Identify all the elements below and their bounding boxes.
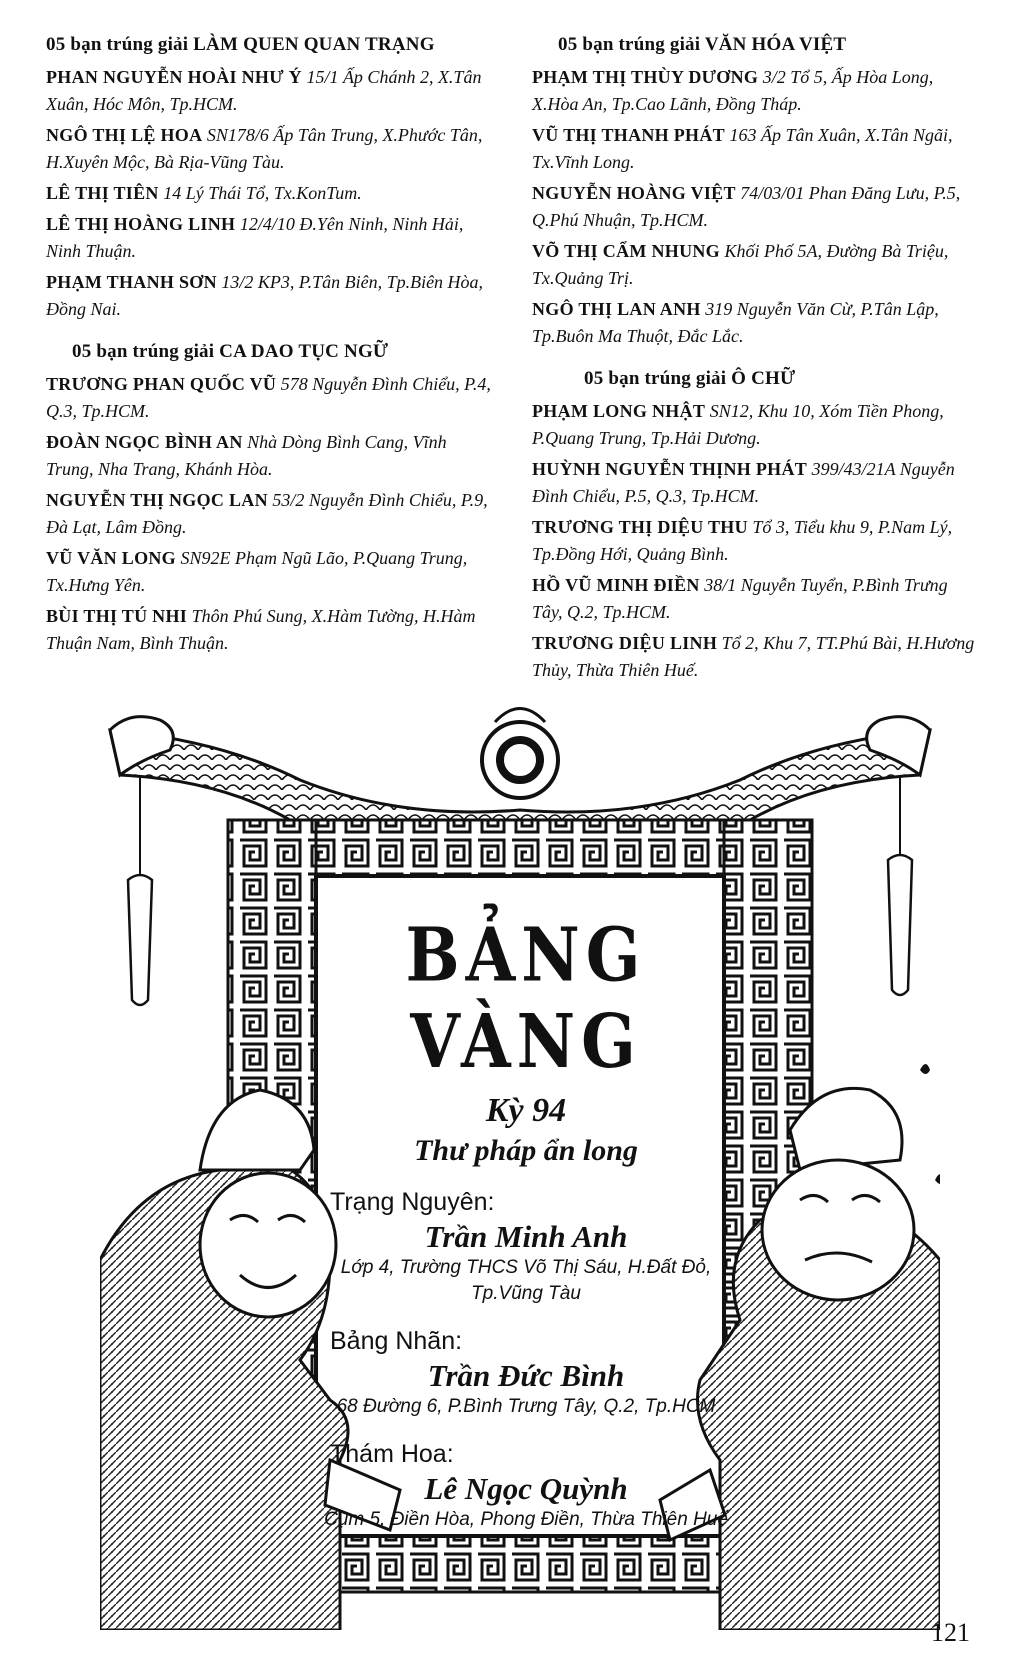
winner-entry [46,429,496,483]
winner-entry [532,64,982,118]
winner-address: SN92E Phạm Ngũ Lão, P.Quang Trung, Tx.Hưng Yên. [46,548,468,595]
winner-address: 3/2 Tổ 5, Ấp Hòa Long, X.Hòa An, Tp.Cao Lãnh, Đồng Tháp. [532,67,934,114]
section-lam-quen-quan-trang [46,34,496,323]
winner-name: VŨ THỊ THANH PHÁT [532,125,725,145]
rank-winner-name: Trần Đức Bình [427,1358,625,1393]
winner-address: 12/4/10 Đ.Yên Ninh, Ninh Hải, Ninh Thuận. [46,214,464,261]
winner-entry [532,514,982,568]
winner-name: PHẠM THỊ THÙY DƯƠNG [532,67,759,87]
winner-name: LÊ THỊ TIÊN [46,183,159,203]
winner-name: VÕ THỊ CẨM NHUNG [532,241,720,261]
section-title: 05 bạn trúng giải Ô CHỮ [584,368,796,389]
winner-address: 74/03/01 Phan Đăng Lưu, P.5, Q.Phú Nhuận, Tp.HCM. [532,183,961,230]
winner-entry [532,180,982,234]
bang-vang-illustration [100,700,940,1630]
winner-name: ĐOÀN NGỌC BÌNH AN [46,432,243,452]
winner-entry [46,269,496,323]
winner-address: 53/2 Nguyễn Đình Chiểu, P.9, Đà Lạt, Lâm Đồng. [46,490,488,537]
rank-label-bang-nhan: Bảng Nhãn: [330,1327,463,1355]
section-van-hoa-viet [532,34,982,350]
winner-name: NGUYỄN THỊ NGỌC LAN [46,490,268,510]
winner-address: SN12, Khu 10, Xóm Tiền Phong, P.Quang Trung, Tp.Hải Dương. [532,401,944,448]
winner-address: 578 Nguyễn Đình Chiểu, P.4, Q.3, Tp.HCM. [46,374,491,421]
winner-entry [532,122,982,176]
rank-winner-address: Lớp 4, Trường THCS Võ Thị Sáu, H.Đất Đỏ, Tp.Vũng Tàu [340,1257,712,1304]
rank-winner-address: Cụm 5, Điền Hòa, Phong Điền, Thừa Thiên Huế [324,1509,728,1530]
winner-entry [46,603,496,657]
section-title: 05 bạn trúng giải CA DAO TỤC NGỮ [72,341,389,362]
section-title: 05 bạn trúng giải LÀM QUEN QUAN TRẠNG [46,34,435,55]
winner-name: VŨ VĂN LONG [46,548,176,568]
issue-number: Kỳ 94 [485,1092,567,1129]
winner-address: Tổ 2, Khu 7, TT.Phú Bài, H.Hương Thủy, Thừa Thiên Huế. [532,633,975,680]
winner-entry [46,122,496,176]
winner-entry [532,296,982,350]
winner-name: TRƯƠNG PHAN QUỐC VŨ [46,374,277,394]
board-title: BẢNG VÀNG [405,912,647,1086]
rank-winner-name: Lê Ngọc Quỳnh [424,1471,628,1506]
winner-address: 38/1 Nguyễn Tuyển, P.Bình Trưng Tây, Q.2, Tp.HCM. [532,575,948,622]
right-column [532,34,982,702]
winner-entry [46,545,496,599]
bang-vang-board [316,884,736,1534]
winner-entry [532,630,982,684]
winner-name: TRƯƠNG THỊ DIỆU THU [532,517,748,537]
section-ca-dao-tuc-ngu [46,341,496,657]
winner-entry [46,371,496,425]
winner-entry [532,398,982,452]
winner-name: NGÔ THỊ LAN ANH [532,299,701,319]
board-theme: Thư pháp ẩn long [414,1134,638,1167]
winner-entry [532,238,982,292]
rank-label-trang-nguyen: Trạng Nguyên: [330,1188,495,1216]
left-column [46,34,496,675]
winner-entry [46,180,496,207]
winner-address: 399/43/21A Nguyễn Đình Chiểu, P.5, Q.3, Tp.HCM. [532,459,955,506]
winner-address: 14 Lý Thái Tổ, Tx.KonTum. [163,183,362,203]
winner-address: 163 Ấp Tân Xuân, X.Tân Ngãi, Tx.Vĩnh Long. [532,125,953,172]
rank-winner-name: Trần Minh Anh [424,1219,628,1254]
winner-address: Thôn Phú Sung, X.Hàm Tường, H.Hàm Thuận Nam, Bình Thuận. [46,606,476,653]
page-number: 121 [931,1618,970,1647]
winner-address: 319 Nguyễn Văn Cừ, P.Tân Lập, Tp.Buôn Ma Thuột, Đắc Lắc. [532,299,939,346]
winner-address: 15/1 Ấp Chánh 2, X.Tân Xuân, Hóc Môn, Tp.HCM. [46,67,482,114]
winner-entry [46,211,496,265]
winner-name: HỒ VŨ MINH ĐIỀN [532,575,700,595]
winner-entry [46,487,496,541]
winner-entry [532,456,982,510]
winner-name: PHAN NGUYỄN HOÀI NHƯ Ý [46,67,302,87]
winner-name: TRƯƠNG DIỆU LINH [532,633,718,653]
winner-address: SN178/6 Ấp Tân Trung, X.Phước Tân, H.Xuyên Mộc, Bà Rịa-Vũng Tàu. [46,125,483,172]
winner-address: Khối Phố 5A, Đường Bà Triệu, Tx.Quảng Trị. [532,241,949,288]
winner-address: Tổ 3, Tiểu khu 9, P.Nam Lý, Tp.Đồng Hới, Quảng Bình. [532,517,953,564]
rank-winner-address: 68 Đường 6, P.Bình Trưng Tây, Q.2, Tp.HCM [336,1396,716,1417]
winner-name: PHẠM THANH SƠN [46,272,217,292]
winner-name: PHẠM LONG NHẬT [532,401,706,421]
winner-name: LÊ THỊ HOÀNG LINH [46,214,236,234]
winner-name: BÙI THỊ TÚ NHI [46,606,188,626]
rank-label-tham-hoa: Thám Hoa: [330,1440,454,1468]
winner-address: 13/2 KP3, P.Tân Biên, Tp.Biên Hòa, Đồng Nai. [46,272,484,319]
winner-name: NGUYỄN HOÀNG VIỆT [532,183,736,203]
winner-name: NGÔ THỊ LỆ HOA [46,125,203,145]
section-title: 05 bạn trúng giải VĂN HÓA VIỆT [558,34,847,55]
winner-entry [532,572,982,626]
winner-name: HUỲNH NGUYỄN THỊNH PHÁT [532,459,808,479]
section-o-chu [532,368,982,684]
winner-entry [46,64,496,118]
winner-address: Nhà Dòng Bình Cang, Vĩnh Trung, Nha Trang, Khánh Hòa. [46,432,447,479]
